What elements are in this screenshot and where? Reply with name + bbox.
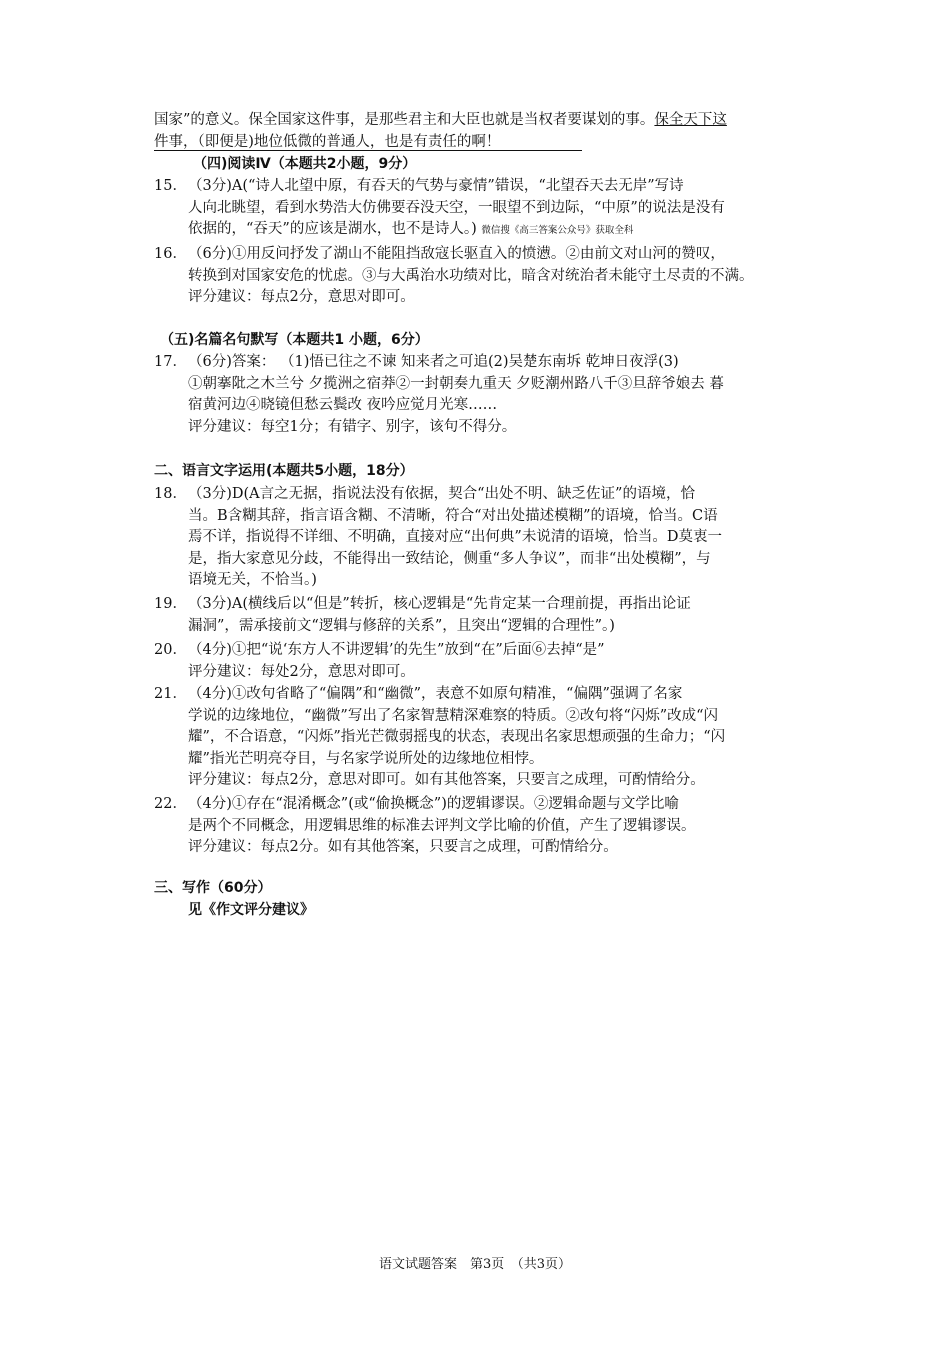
answer-line: 是两个不同概念，用逻辑思维的标准去评判文学比喻的价值，产生了逻辑谬误。 [188, 817, 696, 834]
answer-line: 漏洞”，需承接前文“逻辑与修辞的关系”，且突出“逻辑的合理性”。) [188, 617, 615, 634]
answer-line-with-note: 依据的，“吞天”的应该是湖水，也不是诗人。) 微信搜《高三答案公众号》获取全科 [188, 221, 634, 237]
answer-line: ①朝搴阰之木兰兮 夕揽洲之宿莽②一封朝奏九重天 夕贬潮州路八千③旦辞爷娘去 暮 [188, 375, 724, 392]
answer-line: （6分)答案： （1)悟已往之不谏 知来者之可追(2)吴楚东南坼 乾坤日夜浮(3) [188, 354, 679, 370]
answer-line: （3分)A(“诗人北望中原，有吞天的气势与豪情”错误，“北望吞天去无岸”写诗 [188, 178, 684, 194]
answer-line: 宿黄河边④晓镜但愁云鬓改 夜吟应觉月光寒…… [188, 397, 498, 413]
question-number: 17． [154, 354, 187, 370]
question-number: 19． [154, 596, 187, 612]
section-heading-5: （五)名篇名句默写（本题共1 小题，6分） [160, 332, 429, 348]
answer-line: 焉不详，指说得不详细、不明确，直接对应“出何典”未说清的语境，恰当。D莫衷一 [188, 529, 722, 545]
scoring-note: 评分建议：每空1分；有错字、别字，该句不得分。 [188, 418, 517, 435]
answer-line: 当。B含糊其辞，指言语含糊、不清晰，符合“对出处描述模糊”的语境，恰当。C语 [188, 507, 718, 524]
answer-line: 耀”指光芒明亮夺目，与名家学说所处的边缘地位相悖。 [188, 750, 544, 767]
question-number: 21． [154, 686, 187, 702]
answer-line: 语境无关，不恰当。) [188, 572, 317, 588]
writing-reference: 见《作文评分建议》 [188, 902, 314, 918]
part-heading-3: 三、写作（60分） [154, 880, 272, 896]
question-number: 22． [154, 796, 187, 812]
answer-line: （6分)①用反问抒发了湖山不能阻挡敌寇长驱直入的愤懑。②由前文对山河的赞叹， [188, 246, 725, 262]
page-footer: 语文试题答案 第3页 （共3页） [378, 1257, 572, 1272]
answer-line: 转换到对国家安危的忧虑。③与大禹治水功绩对比，暗含对统治者未能守土尽责的不满。 [188, 267, 754, 284]
scoring-note: 评分建议：每点2分，意思对即可。如有其他答案，只要言之成理，可酌情给分。 [188, 772, 705, 788]
wechat-note: 微信搜《高三答案公众号》获取全科 [481, 225, 634, 236]
question-number: 18． [154, 486, 187, 502]
question-number: 20． [154, 642, 187, 658]
question-number: 16． [154, 246, 187, 262]
answer-line: 是，指大家意见分歧，不能得出一致结论，侧重“多人争议”，而非“出处模糊”，与 [188, 550, 711, 567]
underlined-sentence-end: 件事，（即便是)地位低微的普通人，也是有责任的啊！ [154, 133, 501, 150]
answer-line: 人向北眺望，看到水势浩大仿佛要吞没天空，一眼望不到边际，“中原”的说法是没有 [188, 199, 725, 216]
scoring-note: 评分建议：每点2分。如有其他答案，只要言之成理，可酌情给分。 [188, 839, 618, 855]
underlined-sentence-start: 保全天下这 [654, 112, 727, 128]
continuation-paragraph [154, 110, 828, 153]
section-heading-4: （四)阅读Ⅳ（本题共2小题，9分） [193, 156, 417, 172]
answer-line: （3分)D(A言之无据，指说法没有依据，契合“出处不明、缺乏佐证”的语境，恰 [188, 486, 695, 502]
answer-line: （4分)①把“说‘东方人不讲逻辑’的先生”放到“在”后面⑥去掉“是” [188, 642, 605, 658]
answer-line: 学说的边缘地位，“幽微”写出了名家智慧精深难察的特质。②改句将“闪烁”改成“闪 [188, 707, 719, 724]
underline-rule [154, 150, 582, 151]
question-number: 15． [154, 178, 187, 194]
paragraph-line-1a: 国家”的意义。保全国家这件事，是那些君主和大臣也就是当权者要谋划的事。 [154, 112, 655, 128]
scoring-note: 评分建议：每点2分，意思对即可。 [188, 289, 415, 305]
scoring-note: 评分建议：每处2分，意思对即可。 [188, 663, 415, 680]
answer-line: （3分)A(横线后以“但是”转折，核心逻辑是“先肯定某一合理前提，再指出论证 [188, 596, 691, 612]
answer-line: （4分)①改句省略了“偏隅”和“幽微”，表意不如原句精准，“偏隅”强调了名家 [188, 686, 683, 702]
part-heading-2: 二、语言文字运用(本题共5小题，18分） [154, 463, 414, 479]
answer-line: （4分)①存在“混淆概念”(或“偷换概念”)的逻辑谬误。②逻辑命题与文学比喻 [188, 796, 679, 812]
answer-line: 耀”，不合语意，“闪烁”指光芒微弱摇曳的状态，表现出名家思想顽强的生命力；“闪 [188, 729, 726, 745]
